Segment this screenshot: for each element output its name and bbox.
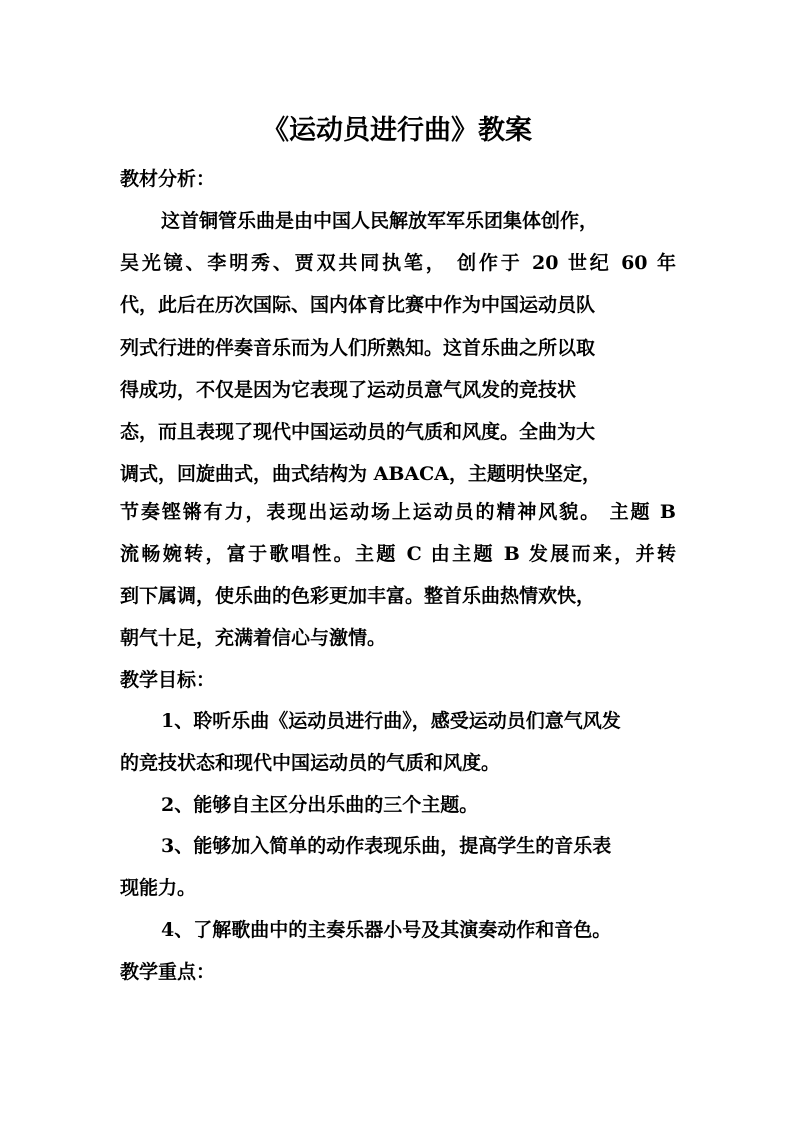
section-heading-teaching-goals: 教学目标：: [120, 669, 216, 691]
paragraph-line: 现能力。: [120, 877, 197, 899]
paragraph-line: 3、能够加入简单的动作表现乐曲，提高学生的音乐表: [161, 835, 612, 857]
paragraph-line: 2、能够自主区分出乐曲的三个主题。: [161, 794, 479, 816]
paragraph-line: 节奏铿锵有力，表现出运动场上运动员的精神风貌。 主题 B: [120, 501, 676, 523]
paragraph-line: 吴光镜、李明秀、贾双共同执笔， 创作于 20 世纪 60 年: [120, 252, 676, 274]
section-heading-material-analysis: 教材分析：: [120, 168, 216, 190]
section-heading-teaching-focus: 教学重点：: [120, 961, 216, 983]
paragraph-line: 到下属调，使乐曲的色彩更加丰富。整首乐曲热情欢快，: [120, 585, 596, 607]
paragraph-line: 朝气十足，充满着信心与激情。: [120, 627, 387, 649]
paragraph-line: 代，此后在历次国际、国内体育比赛中作为中国运动员队: [120, 294, 596, 316]
paragraph-line: 流畅婉转，富于歌唱性。主题 C 由主题 B 发展而来，并转: [120, 543, 676, 565]
paragraph-line: 调式，回旋曲式，曲式结构为 ABACA，主题明快坚定，: [120, 463, 602, 485]
paragraph-line: 得成功，不仅是因为它表现了运动员意气风发的竞技状: [120, 379, 577, 401]
paragraph-line: 态，而且表现了现代中国运动员的气质和风度。全曲为大: [120, 421, 596, 443]
paragraph-line: 4、了解歌曲中的主奏乐器小号及其演奏动作和音色。: [161, 919, 612, 941]
paragraph-line: 这首铜管乐曲是由中国人民解放军军乐团集体创作，: [161, 210, 599, 232]
paragraph-line: 的竞技状态和现代中国运动员的气质和风度。: [120, 752, 501, 774]
paragraph-line: 列式行进的伴奏音乐而为人们所熟知。这首乐曲之所以取: [120, 337, 596, 359]
document-title: 《运动员进行曲》教案: [262, 115, 532, 146]
paragraph-line: 1、聆听乐曲《运动员进行曲》，感受运动员们意气风发: [161, 710, 621, 732]
